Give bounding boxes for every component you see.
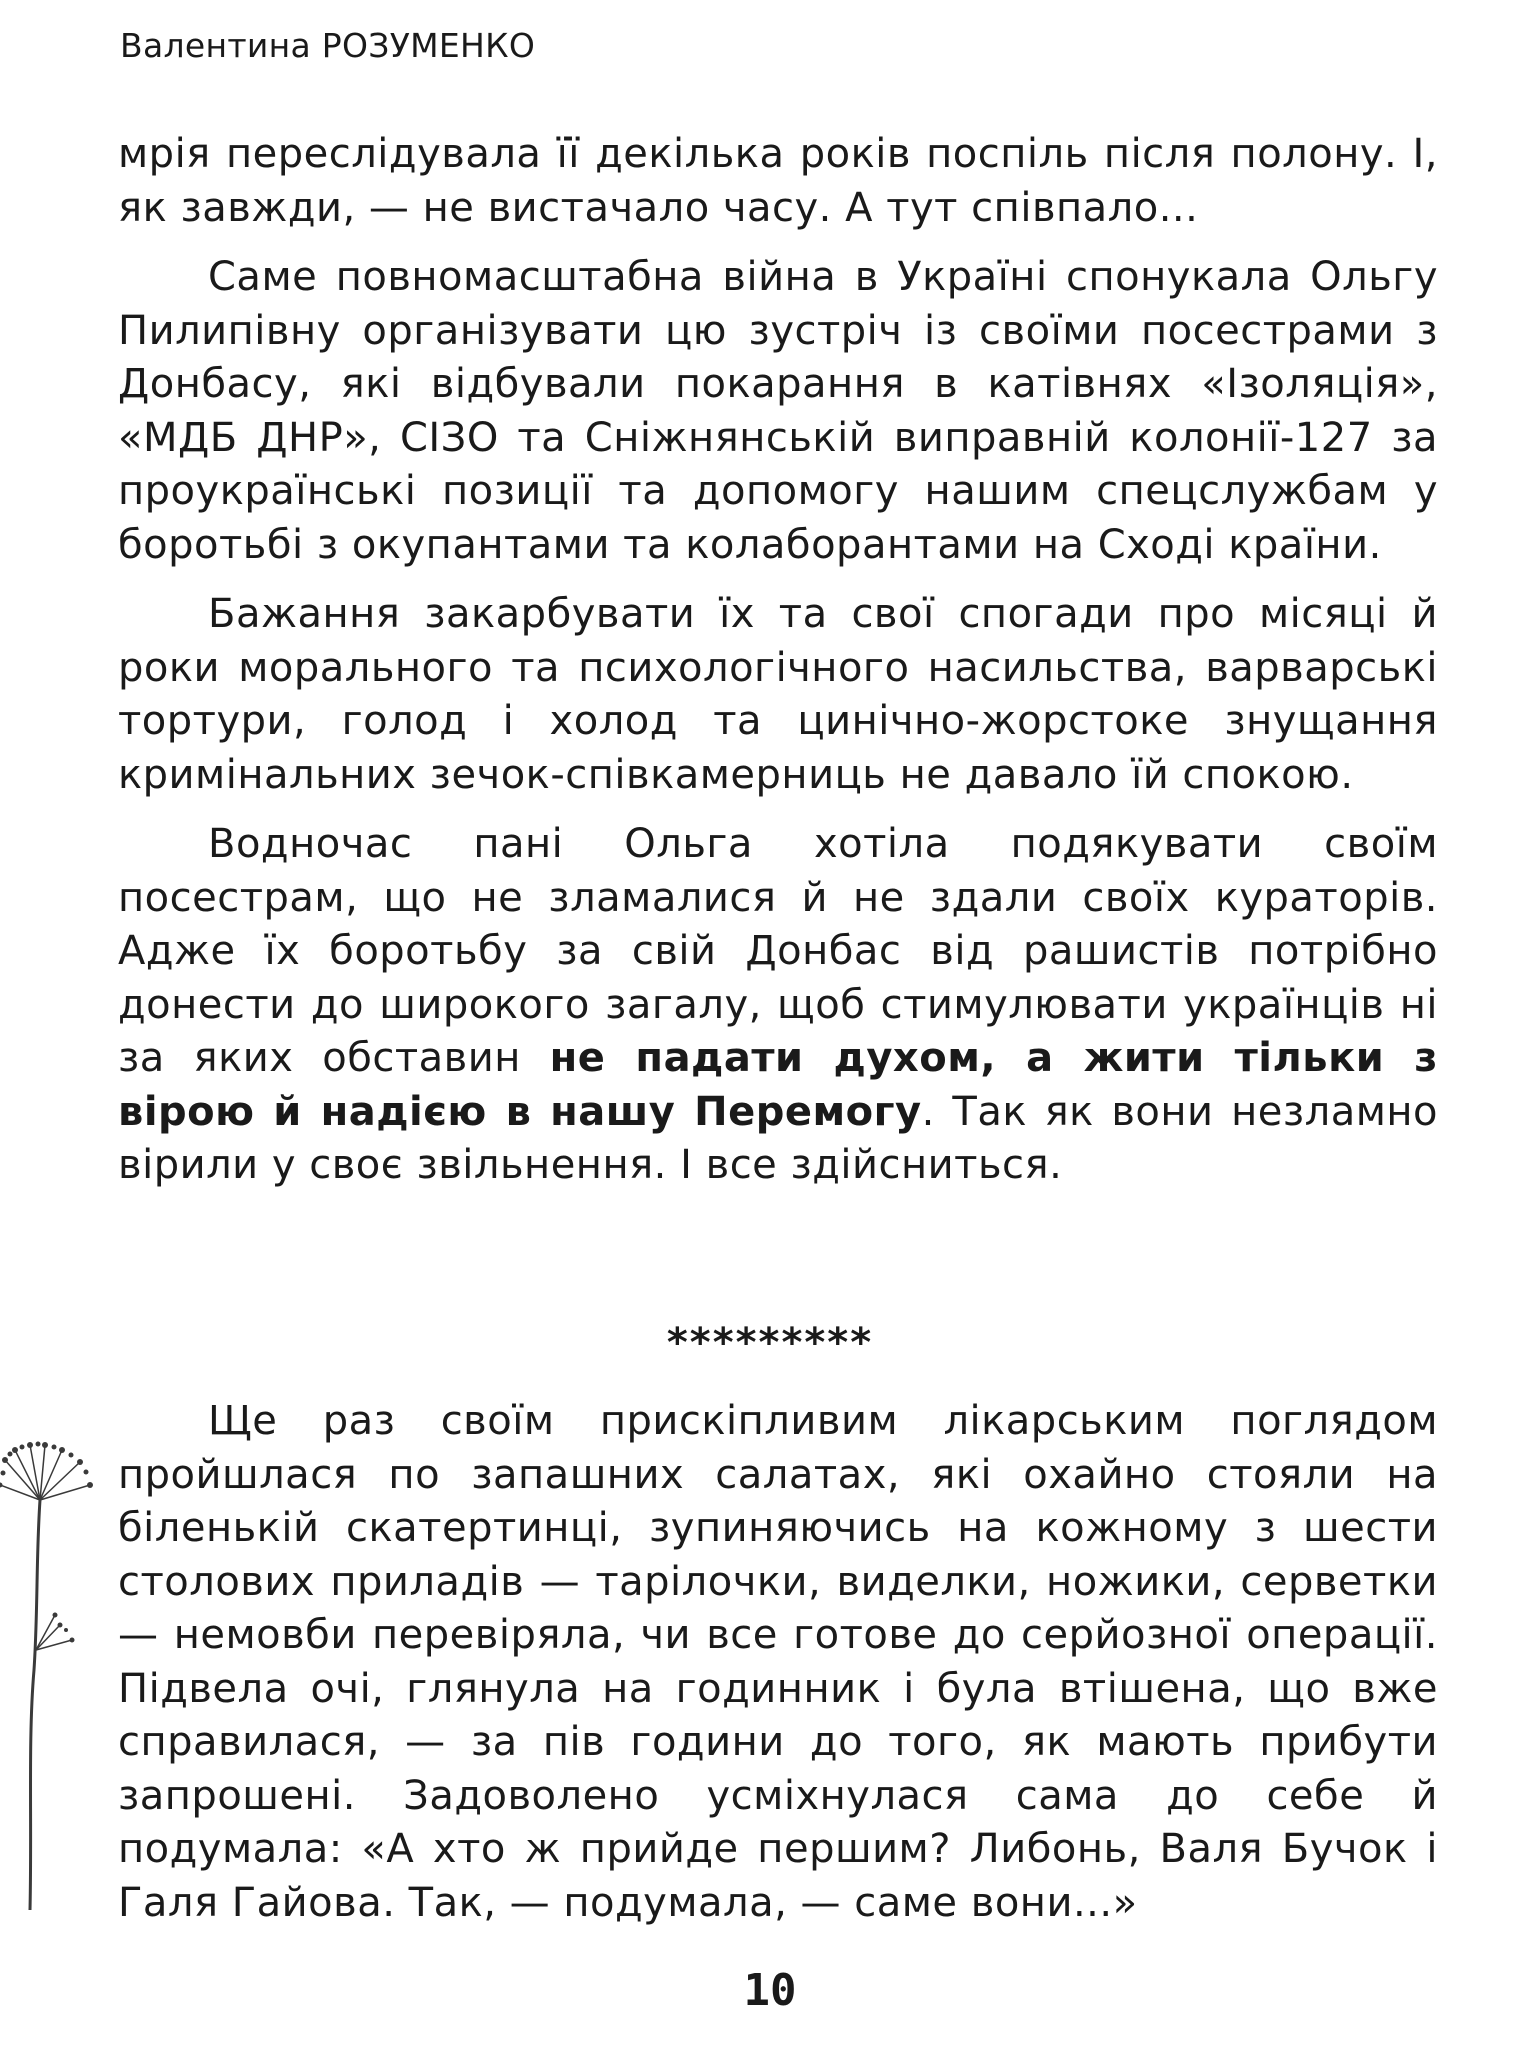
paragraph-memories: Бажання закарбувати їх та свої спогади про місяці й роки морального та психологічного насильства, варварські тортури, голод і холод та цинічно-жорстоке знущання кримінальних зечок-співкамерниць не давало їй спокою. <box>118 591 1438 798</box>
dill-plant-icon <box>0 1440 110 1910</box>
paragraph-gratitude-start: Водночас пані Ольга хотіла подякувати своїм посестрам, що не зламалися й не здали своїх кураторів. Адже їх боротьбу за свій Донбас від рашистів потрібно донести до широкого загалу, щоб стимулювати українців ні за яких обставин <box>118 821 1438 1081</box>
running-head-author: Валентина РОЗУМЕНКО <box>120 26 536 65</box>
page-number: 10 <box>743 1965 797 2016</box>
paragraph-continuation: мрія переслідувала її декілька років поспіль після полону. І, як завжди, — не вистачало часу. А тут співпало... <box>118 131 1438 231</box>
paragraph-gratitude-end: . Так як вони незламно вірили у своє звільнення. І все здійсниться. <box>118 1088 1439 1188</box>
section-2-text <box>118 1395 1438 1946</box>
paragraph-gratitude <box>118 818 1438 1193</box>
section-separator: ********* <box>666 1320 874 1366</box>
paragraph-table-setting: Ще раз своїм прискіпливим лікарським поглядом пройшлася по запашних салатах, які охайно стояли на біленькій скатертинці, зупиняючись на кожному з шести столових приладів — тарілочки, виделки, ножики, серветки — немовби перевіряла, чи все готове до серйозної операції. Підвела очі, глянула на годинник і була втішена, що вже справилася, — за пів години до того, як мають прибути запрошені. Задоволено усміхнулася сама до себе й подумала: «А хто ж прийде першим? Либонь, Валя Бучок і Галя Гайова. Так, — подумала, — саме вони...» <box>118 1398 1438 1926</box>
paragraph-war: Саме повномасштабна війна в Україні спонукала Ольгу Пилипівну організувати цю зустріч із своїми посестрами з Донбасу, які відбували покарання в катівнях «Ізоляція», «МДБ ДНР», СІЗО та Сніжнянській виправній колонії-127 за проукраїнські позиції та допомогу нашим спецслужбам у боротьбі з окупантами та колаборантами на Сході країни. <box>118 254 1438 568</box>
section-1-text <box>118 128 1438 1209</box>
paragraph-gratitude-emphasis: не падати духом, а жити тільки з вірою й надією в нашу Перемогу <box>118 1035 1438 1135</box>
